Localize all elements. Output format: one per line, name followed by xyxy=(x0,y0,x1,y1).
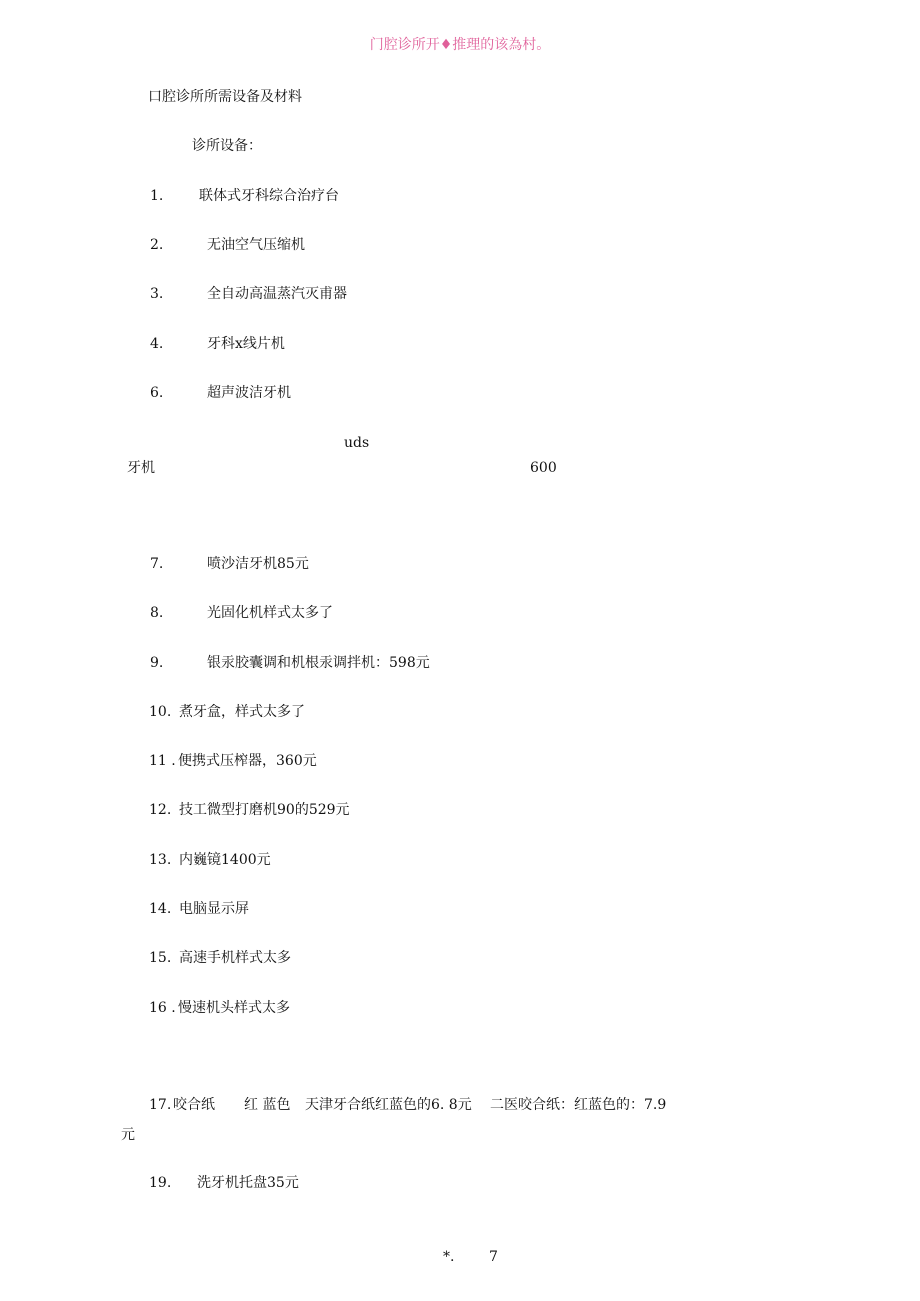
item-number: 6. xyxy=(150,385,164,401)
item-number: 12. xyxy=(149,802,172,818)
item-number: 3. xyxy=(150,286,164,302)
item-number: 4. xyxy=(150,336,164,352)
item-text: 喷沙洁牙机85元 xyxy=(207,556,309,572)
item-text: 慢速机头样式太多 xyxy=(178,1000,290,1016)
footer-mark: *. xyxy=(443,1249,455,1265)
item-text: 联体式牙科综合治疗台 xyxy=(199,188,339,204)
page-number: 7 xyxy=(489,1249,498,1265)
page-header: 门腔诊所开♦推理的该為村。 xyxy=(369,37,551,53)
fragment-label: 牙机 xyxy=(127,460,155,476)
item-text: 内巍镜1400元 xyxy=(179,852,271,868)
item-text: 技工微型打磨机90的529元 xyxy=(179,802,350,818)
item-text: 电脑显示屏 xyxy=(179,901,249,917)
item-text: 咬合纸 xyxy=(173,1097,215,1113)
item-number: 1. xyxy=(150,188,164,204)
item-number: 11 . xyxy=(149,753,176,769)
item-text: 便携式压榨器，360元 xyxy=(178,753,317,769)
item-text: 全自动高温蒸汽灭甫器 xyxy=(207,286,347,302)
item-number: 9. xyxy=(150,655,164,671)
item-number: 14. xyxy=(149,901,172,917)
fragment-uds: uds xyxy=(344,435,370,451)
item-text: 高速手机样式太多 xyxy=(179,950,291,966)
item-text: 牙科x线片机 xyxy=(207,336,285,352)
item-text: 红 蓝色 xyxy=(244,1097,291,1113)
item-number: 17. xyxy=(149,1097,172,1113)
document-title: 口腔诊所所需设备及材料 xyxy=(148,89,302,105)
item-number: 15. xyxy=(149,950,172,966)
item-number: 2. xyxy=(150,237,164,253)
item-text: 天津牙合纸红蓝色的6. 8元 xyxy=(305,1097,472,1113)
item-number: 7. xyxy=(150,556,164,572)
section-heading: 诊所设备： xyxy=(192,138,262,154)
item-number: 13. xyxy=(149,852,172,868)
item-text: 光固化机样式太多了 xyxy=(207,605,333,621)
item-text-continued: 元 xyxy=(121,1127,135,1143)
item-text: 无油空气压缩机 xyxy=(207,237,305,253)
item-text: 超声波洁牙机 xyxy=(207,385,291,401)
fragment-value: 600 xyxy=(530,460,557,476)
item-number: 8. xyxy=(150,605,164,621)
item-text: 银汞胶囊调和机根汞调拌机：598元 xyxy=(207,655,430,671)
item-text: 二医咬合纸：红蓝色的：7.9 xyxy=(490,1097,667,1113)
item-number: 16 . xyxy=(149,1000,176,1016)
item-number: 10. xyxy=(149,704,172,720)
item-text: 煮牙盒，样式太多了 xyxy=(179,704,305,720)
item-text: 洗牙机托盘35元 xyxy=(197,1175,299,1191)
item-number: 19. xyxy=(149,1175,172,1191)
